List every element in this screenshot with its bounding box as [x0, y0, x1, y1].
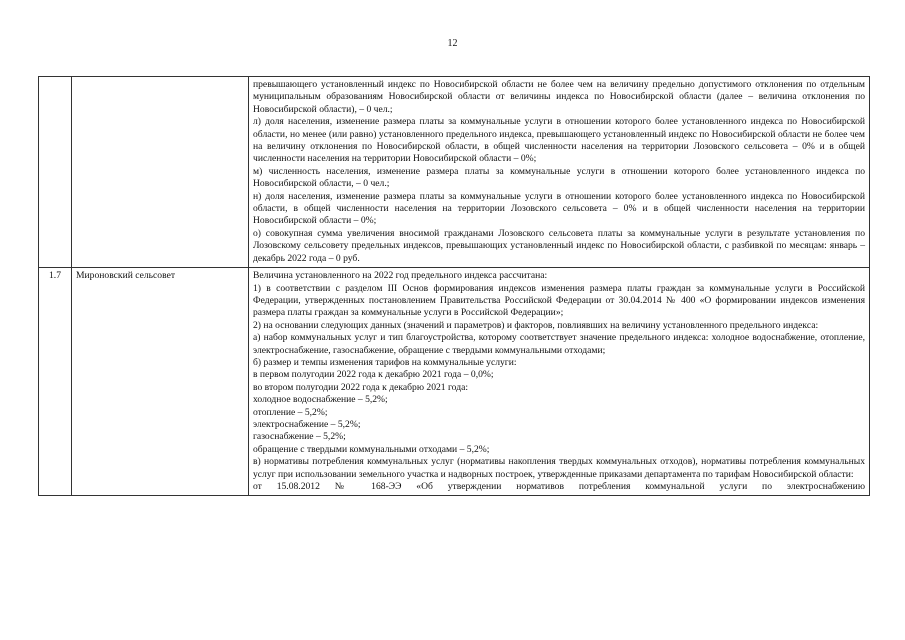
paragraph: о) совокупная сумма увеличения вносимой гражданами Лозовского сельсовета платы за коммунальные услуги в результате установления по Лозовскому сельсовету предельных индексов, превышающих установленный индекс по Новосибирской области, с разбивкой по месяцам: январь – декабрь 2022 года – 0 руб.: [253, 227, 865, 264]
paragraph: холодное водоснабжение – 5,2%;: [253, 394, 388, 406]
paragraph: газоснабжение – 5,2%;: [253, 431, 346, 443]
document-table: [38, 76, 870, 496]
row-name-cell: [72, 77, 249, 268]
paragraph: а) набор коммунальных услуг и тип благоустройства, которому соответствует значение предельного индекса: холодное водоснабжение, отопление, электроснабжение, газоснабжение, обращение с твердыми коммунальными отходами;: [253, 332, 865, 356]
row-number-cell: [39, 77, 72, 268]
paragraph: в) нормативы потребления коммунальных услуг (нормативы накопления твердых коммунальных отходов), нормативы потребления коммунальных услуг при использовании земельного участка и надворных построек, утвержденные приказами департамента по тарифам Новосибирской области:: [253, 456, 865, 480]
table-row: [39, 77, 870, 268]
page-number: 12: [447, 38, 458, 49]
paragraph: во втором полугодии 2022 года к декабрю 2021 года:: [253, 381, 469, 393]
paragraph: л) доля населения, изменение размера платы за коммунальные услуги в отношении которого более установленного индекса по Новосибирской области, но менее (или равно) установленного предельного индекса, превышающего установленный индекс по Новосибирской области не более чем на величину отклонения по Новосибирской области, в общей численности населения на территории Лозовского сельсовета – 0% и в общей численности населения на территории Новосибирской области – 0%;: [253, 116, 865, 165]
paragraph: м) численность населения, изменение размера платы за коммунальные услуги в отношении которого более установленного индекса по Новосибирской области, – 0 чел.;: [253, 165, 865, 190]
paragraph: 1) в соответствии с разделом III Основ формирования индексов изменения размера платы граждан за коммунальные услуги в Российской Федерации, утвержденных постановлением Правительства Российской Федерации от 30.04.2014 № 400 «О формировании индексов изменения размера платы граждан за коммунальные услуги в Российской Федерации»;: [253, 282, 865, 319]
paragraph: н) доля населения, изменение размера платы за коммунальные услуги в отношении которого более установленного индекса по Новосибирской области, в общей численности населения на территории Лозовского сельсовета – 0% и в общей численности населения на территории Новосибирской области – 0%;: [253, 190, 865, 227]
paragraph: Величина установленного на 2022 год предельного индекса рассчитана:: [253, 270, 548, 282]
row-text-cell: [249, 268, 870, 496]
table-row: [39, 268, 870, 496]
paragraph: 2) на основании следующих данных (значений и параметров) и факторов, повлиявших на величину установленного предельного индекса:: [253, 319, 819, 331]
paragraph: отопление – 5,2%;: [253, 406, 328, 418]
row-text-cell: [249, 77, 870, 268]
paragraph: от 15.08.2012 № 168-ЭЭ «Об утверждении нормативов потребления коммунальной услуги по электроснабжению: [253, 481, 865, 492]
paragraph: в первом полугодии 2022 года к декабрю 2021 года – 0,0%;: [253, 369, 494, 381]
paragraph: превышающего установленный индекс по Новосибирской области не более чем на величину предельно допустимого отклонения по отдельным муниципальным образованиям Новосибирской области от величины индекса по Новосибирской области (далее – величина отклонения по Новосибирской области), – 0 чел.;: [253, 79, 865, 115]
paragraph: электроснабжение – 5,2%;: [253, 418, 361, 430]
paragraph: б) размер и темпы изменения тарифов на коммунальные услуги:: [253, 356, 517, 368]
row-number-cell: 1.7: [39, 268, 72, 496]
row-name-cell: Мироновский сельсовет: [72, 268, 249, 496]
paragraph: обращение с твердыми коммунальными отходами – 5,2%;: [253, 443, 490, 455]
